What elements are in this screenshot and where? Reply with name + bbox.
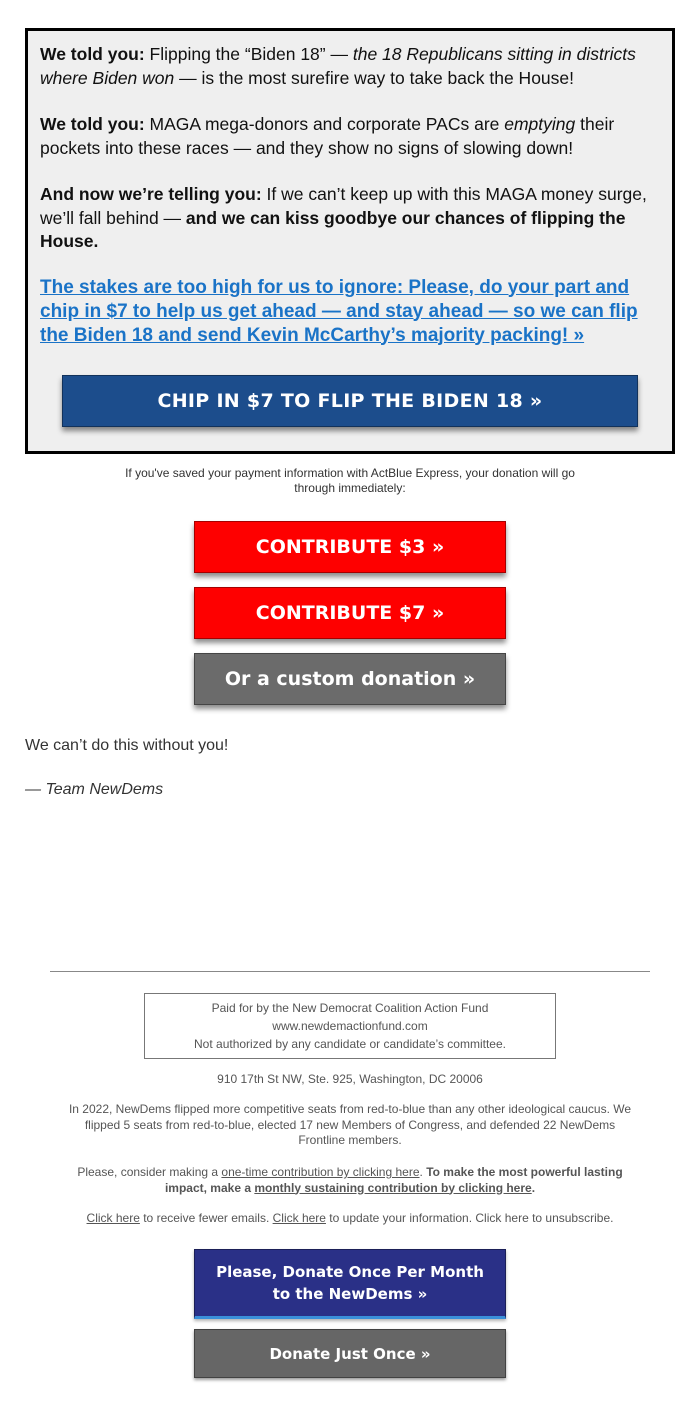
p2-text2: their pockets into these races — and they show no signs of slowing down! <box>40 114 615 158</box>
p1-lead: We told you: <box>40 44 145 64</box>
paid-for-box <box>144 993 556 1059</box>
appeal-paragraph-3 <box>40 183 660 254</box>
stakes-link[interactable]: The stakes are too high for us to ignore: Please, do your part and chip in $7 to help us get ahead — and stay ahead — so we can flip the Biden 18 and send Kevin McCarthy’s majority packing! » <box>40 276 638 346</box>
p1-text1: Flipping the “Biden 18” — <box>144 44 353 64</box>
p3-bold: and we can kiss goodbye our chances of flipping the House. <box>40 207 626 251</box>
custom-donation-button[interactable]: Or a custom donation » <box>194 653 506 705</box>
signature: — Team NewDems <box>25 781 164 798</box>
footer-consider <box>60 1165 640 1196</box>
chip-in-7-button[interactable]: CHIP IN $7 TO FLIP THE BIDEN 18 » <box>62 375 638 427</box>
contribute-3-button[interactable]: CONTRIBUTE $3 » <box>194 521 506 573</box>
paid-line-3: Not authorized by any candidate or candidate’s committee. <box>194 1037 506 1051</box>
p3-lead: And now we’re telling you: <box>40 184 262 204</box>
contribute-7-button[interactable]: CONTRIBUTE $7 » <box>194 587 506 639</box>
p2-italic: emptying <box>504 114 576 134</box>
express-note: If you've saved your payment information with ActBlue Express, your donation will go through immediately: <box>125 466 575 495</box>
appeal-paragraph-2 <box>40 113 660 160</box>
consider-text: Please, consider making a <box>77 1165 222 1179</box>
p3-text1: If we can’t keep up with this MAGA money surge, we’ll fall behind — <box>40 184 647 228</box>
donate-monthly-button[interactable]: Please, Donate Once Per Month to the NewDems » <box>194 1249 506 1319</box>
update-info-link[interactable]: Click here <box>272 1211 326 1225</box>
paid-line-2: www.newdemactionfund.com <box>272 1019 428 1033</box>
donate-once-button[interactable]: Donate Just Once » <box>194 1329 506 1378</box>
footer-address: 910 17th St NW, Ste. 925, Washington, DC 20006 <box>217 1072 483 1086</box>
consider-period: . <box>419 1165 423 1179</box>
p2-lead: We told you: <box>40 114 145 134</box>
footer-divider <box>50 971 650 972</box>
monthly-contribution-link[interactable]: monthly sustaining contribution by clicking here <box>254 1180 532 1195</box>
p2-text1: MAGA mega-donors and corporate PACs are <box>144 114 505 134</box>
footer-about: In 2022, NewDems flipped more competitive seats from red-to-blue than any other ideological caucus. We flipped 5 seats from red-to-blue, elected 17 new Members of Congress, and defended 22 NewDems Frontline members. <box>68 1102 632 1147</box>
fewer-emails-text: to receive fewer emails. <box>139 1211 273 1225</box>
appeal-paragraph-1 <box>40 43 660 90</box>
paid-line-1: Paid for by the New Democrat Coalition Action Fund <box>211 1001 489 1015</box>
closing-text: We can’t do this without you! <box>25 737 229 754</box>
p1-text2: — is the most surefire way to take back the House! <box>174 67 575 88</box>
impact-period: . <box>531 1180 536 1195</box>
p1-italic: the 18 Republicans sitting in districts where Biden won <box>40 44 636 88</box>
one-time-contribution-link[interactable]: one-time contribution by clicking here <box>221 1165 420 1179</box>
fewer-emails-link[interactable]: Click here <box>86 1211 140 1225</box>
update-info-text: to update your information. Click here to unsubscribe. <box>325 1211 614 1225</box>
footer-email-prefs <box>60 1211 640 1227</box>
impact-text: To make the most powerful lasting impact, make a <box>164 1165 623 1195</box>
